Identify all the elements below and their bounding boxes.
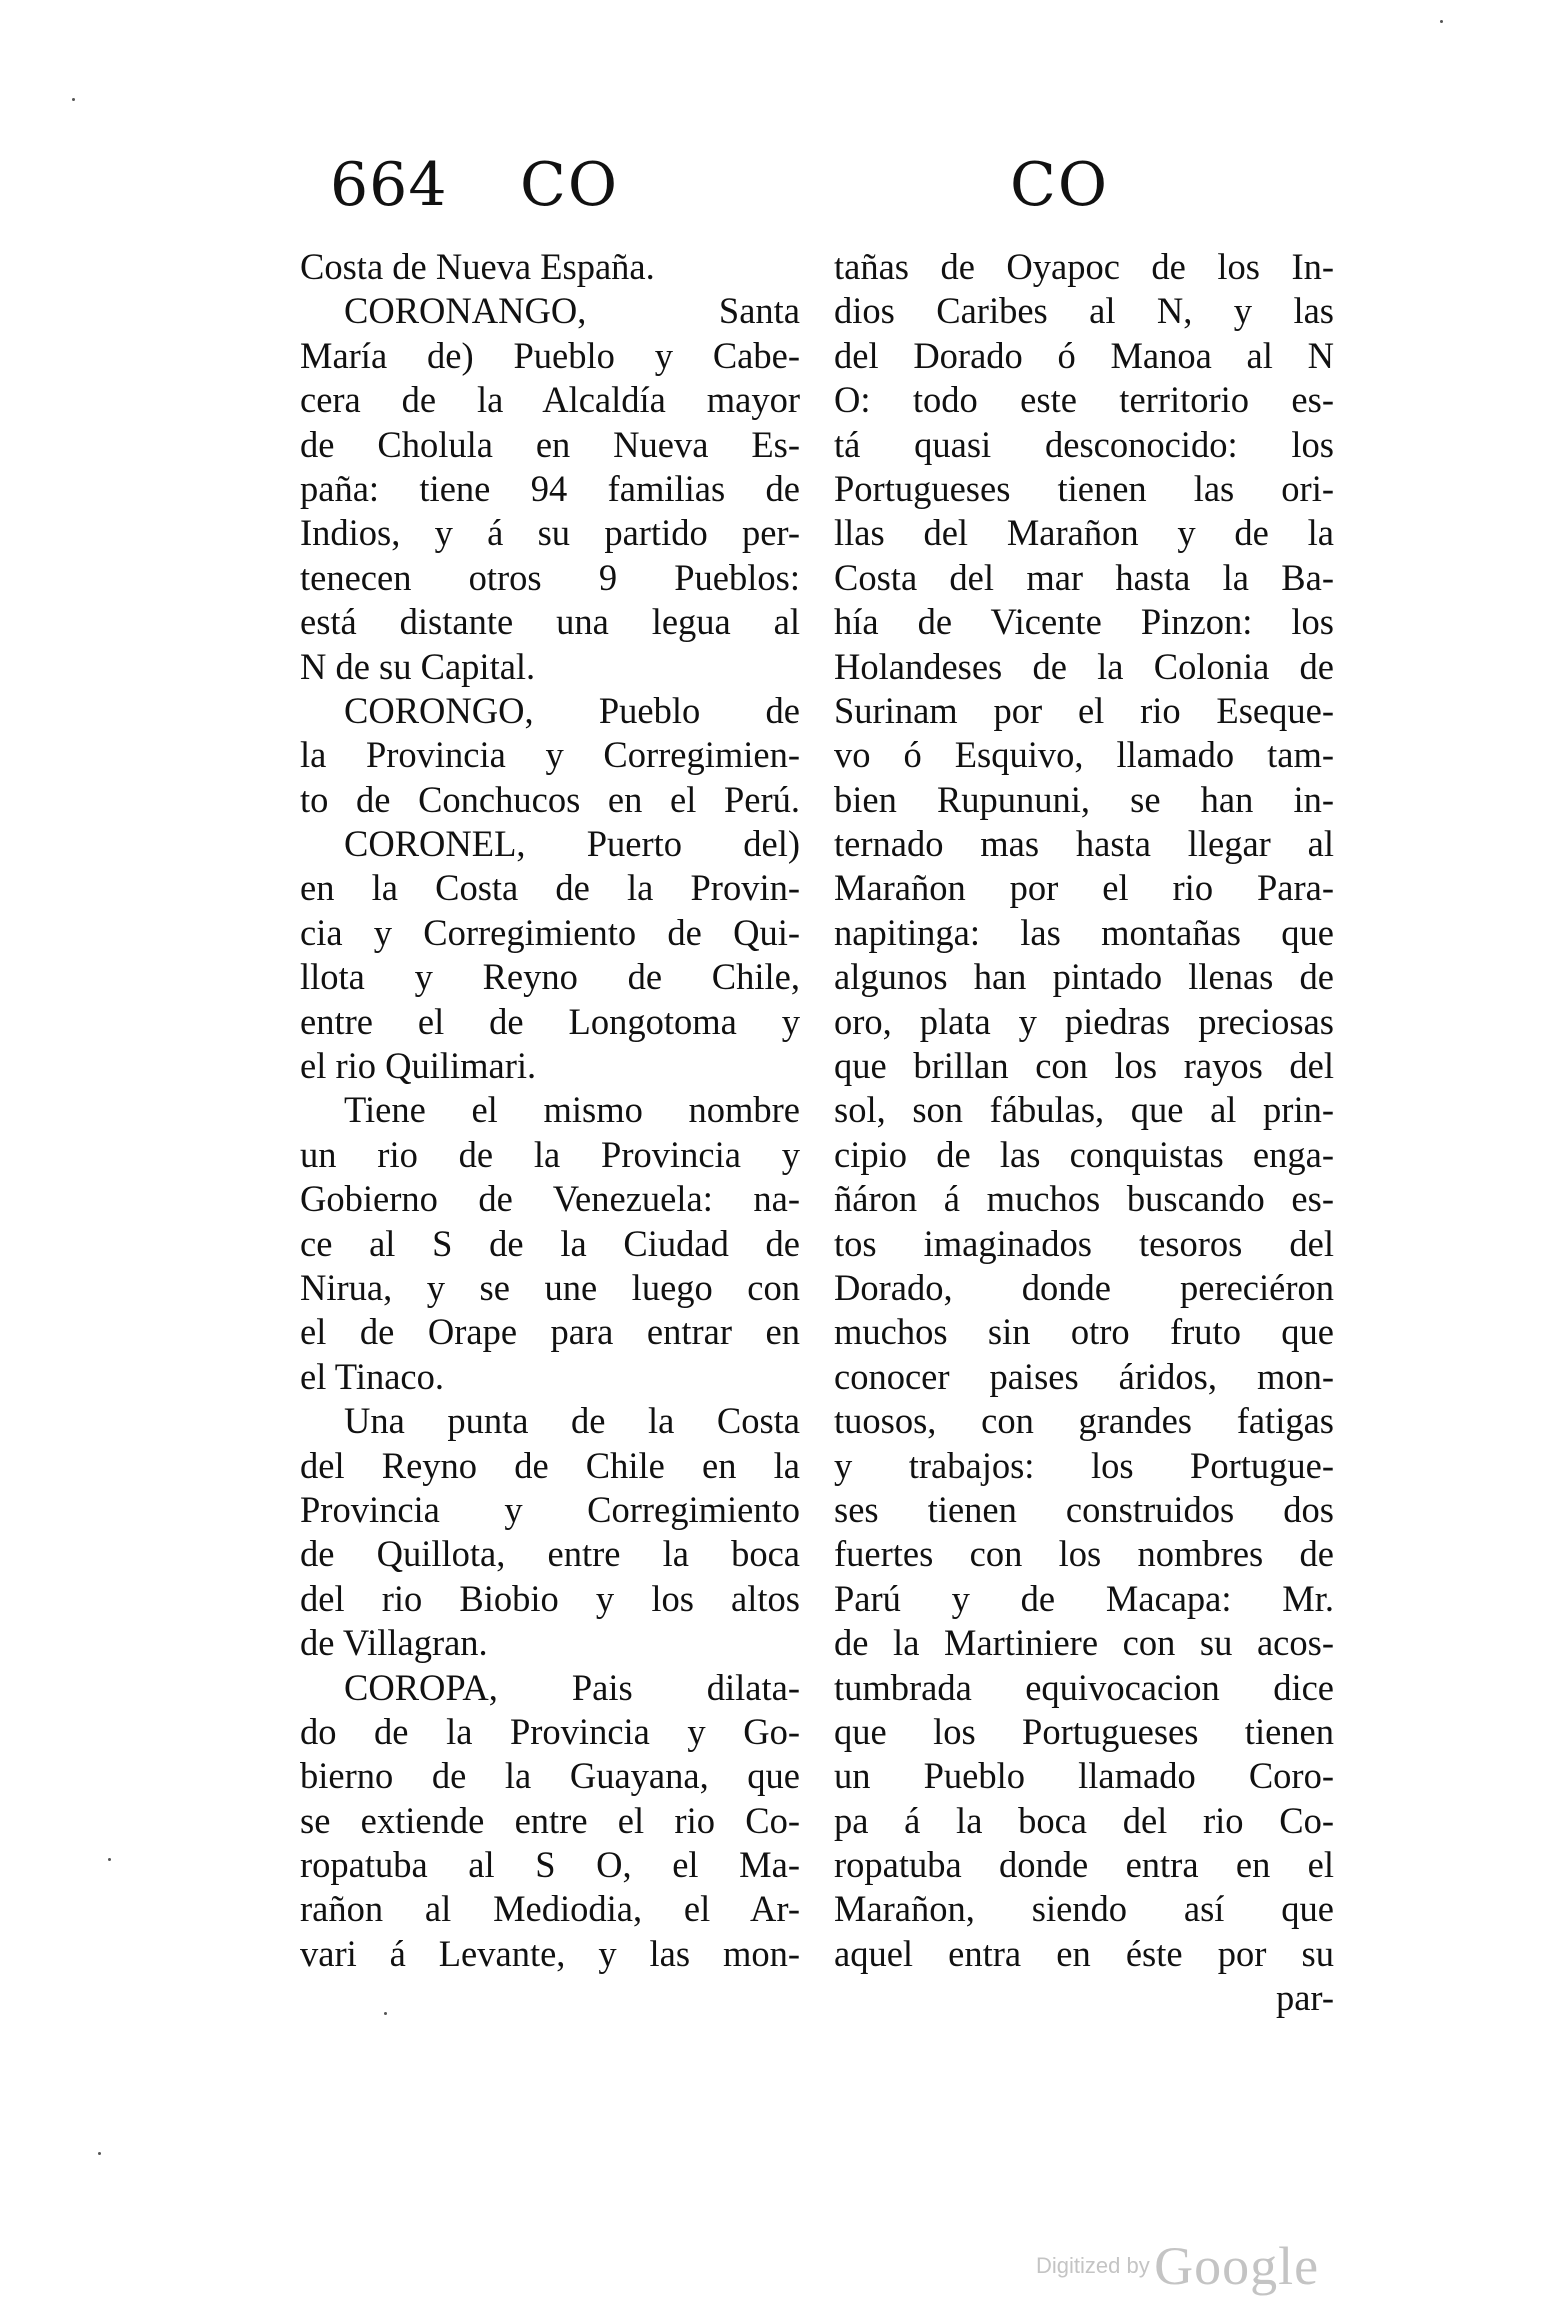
- text-line: el de Orape para entrar en: [300, 1311, 800, 1353]
- text-line: de Cholula en Nueva Es-: [300, 423, 800, 465]
- text-line: tañas de Oyapoc de los In-: [834, 246, 1334, 287]
- text-line: bierno de la Guayana, que: [300, 1755, 800, 1797]
- text-line: pa á la boca del rio Co-: [834, 1799, 1334, 1841]
- catchword: par-: [1275, 1977, 1334, 2019]
- text-line: vo ó Esquivo, llamado tam-: [834, 734, 1334, 776]
- text-line: tumbrada equivocacion dice: [834, 1666, 1334, 1708]
- text-line: Marañon, siendo así que: [834, 1888, 1334, 1930]
- text-line: to de Conchucos en el Perú.: [300, 778, 800, 820]
- text-line: napitinga: las montañas que: [834, 911, 1334, 953]
- text-line: de Quillota, entre la boca: [300, 1533, 800, 1575]
- digitization-watermark: [1036, 2235, 1319, 2297]
- text-line: y trabajos: los Portugue-: [834, 1444, 1334, 1486]
- text-line: ternado mas hasta llegar al: [834, 823, 1334, 865]
- right-running-head: CO: [1010, 150, 1110, 220]
- text-line: tos imaginados tesoros del: [834, 1222, 1334, 1264]
- left-text-column: [300, 245, 800, 1976]
- text-line: Provincia y Corregimiento: [300, 1488, 800, 1530]
- text-line: algunos han pintado llenas de: [834, 956, 1334, 998]
- text-line: dios Caribes al N, y las: [834, 290, 1334, 332]
- text-line: O: todo este territorio es-: [834, 379, 1334, 421]
- text-line: del rio Biobio y los altos: [300, 1577, 800, 1619]
- watermark-prefix: Digitized by: [1036, 2253, 1150, 2278]
- text-line: ce al S de la Ciudad de: [300, 1222, 800, 1264]
- text-line: Marañon por el rio Para-: [834, 867, 1334, 909]
- text-line: ropatuba donde entra en el: [834, 1844, 1334, 1886]
- text-line: COROPA, Pais dilata-: [344, 1666, 800, 1708]
- text-line: CORONGO, Pueblo de: [344, 689, 800, 731]
- text-line: paña: tiene 94 familias de: [300, 467, 800, 509]
- text-line: está distante una legua al: [300, 601, 800, 643]
- text-line: ropatuba al S O, el Ma-: [300, 1844, 800, 1886]
- text-line: do de la Provincia y Go-: [300, 1710, 800, 1752]
- text-line: fuertes con los nombres de: [834, 1533, 1334, 1575]
- text-line: CORONANGO, Santa: [344, 290, 800, 332]
- text-line: Portugueses tienen las ori-: [834, 467, 1334, 509]
- text-line: se extiende entre el rio Co-: [300, 1799, 800, 1841]
- text-line: el Tinaco.: [300, 1355, 444, 1397]
- text-line: un rio de la Provincia y: [300, 1133, 800, 1175]
- text-line: muchos sin otro fruto que: [834, 1311, 1334, 1353]
- scan-speck: [108, 1858, 111, 1861]
- scan-speck: [72, 98, 75, 101]
- text-line: Surinam por el rio Eseque-: [834, 689, 1334, 731]
- text-line: del Reyno de Chile en la: [300, 1444, 800, 1486]
- text-line: llas del Marañon y de la: [834, 512, 1334, 554]
- text-line: CORONEL, Puerto del): [344, 823, 800, 865]
- text-line: oro, plata y piedras preciosas: [834, 1000, 1334, 1042]
- text-line: N de su Capital.: [300, 645, 536, 687]
- text-line: ñáron á muchos buscando es-: [834, 1178, 1334, 1220]
- text-line: tenecen otros 9 Pueblos:: [300, 556, 800, 598]
- text-line: un Pueblo llamado Coro-: [834, 1755, 1334, 1797]
- text-line: rañon al Mediodia, el Ar-: [300, 1888, 800, 1930]
- text-line: tá quasi desconocido: los: [834, 423, 1334, 465]
- text-line: que los Portugueses tienen: [834, 1710, 1334, 1752]
- text-line: llota y Reyno de Chile,: [300, 956, 800, 998]
- text-line: Nirua, y se une luego con: [300, 1266, 800, 1308]
- text-line: María de) Pueblo y Cabe-: [300, 334, 800, 376]
- text-line: cipio de las conquistas enga-: [834, 1133, 1334, 1175]
- text-line: Parú y de Macapa: Mr.: [834, 1577, 1334, 1619]
- text-line: Costa del mar hasta la Ba-: [834, 556, 1334, 598]
- text-line: ses tienen construidos dos: [834, 1488, 1334, 1530]
- text-line: la Provincia y Corregimien-: [300, 734, 800, 776]
- scan-speck: [1440, 20, 1443, 23]
- text-line: Gobierno de Venezuela: na-: [300, 1178, 800, 1220]
- text-line: sol, son fábulas, que al prin-: [834, 1089, 1334, 1131]
- text-line: que brillan con los rayos del: [834, 1045, 1334, 1087]
- text-line: Holandeses de la Colonia de: [834, 645, 1334, 687]
- text-line: Dorado, donde pereciéron: [834, 1266, 1334, 1308]
- text-line: el rio Quilimari.: [300, 1045, 537, 1087]
- scan-speck: [384, 2012, 387, 2015]
- left-running-head: CO: [520, 150, 620, 220]
- text-line: aquel entra en éste por su: [834, 1932, 1334, 1974]
- text-line: hía de Vicente Pinzon: los: [834, 601, 1334, 643]
- text-line: tuosos, con grandes fatigas: [834, 1400, 1334, 1442]
- text-line: en la Costa de la Provin-: [300, 867, 800, 909]
- text-line: cia y Corregimiento de Qui-: [300, 911, 800, 953]
- text-line: de la Martiniere con su acos-: [834, 1622, 1334, 1664]
- text-line: bien Rupununi, se han in-: [834, 778, 1334, 820]
- text-line: conocer paises áridos, mon-: [834, 1355, 1334, 1397]
- text-line: del Dorado ó Manoa al N: [834, 334, 1334, 376]
- right-text-column: [834, 245, 1334, 2021]
- text-line: Costa de Nueva España.: [300, 246, 655, 287]
- text-line: entre el de Longotoma y: [300, 1000, 800, 1042]
- text-line: Indios, y á su partido per-: [300, 512, 800, 554]
- page-number: 664: [330, 150, 448, 220]
- scan-speck: [98, 2152, 101, 2155]
- google-logo: Google: [1154, 2236, 1320, 2296]
- text-line: vari á Levante, y las mon-: [300, 1932, 800, 1974]
- text-line: cera de la Alcaldía mayor: [300, 379, 800, 421]
- text-line: de Villagran.: [300, 1622, 488, 1664]
- text-line: Tiene el mismo nombre: [344, 1089, 800, 1131]
- text-line: Una punta de la Costa: [344, 1400, 800, 1442]
